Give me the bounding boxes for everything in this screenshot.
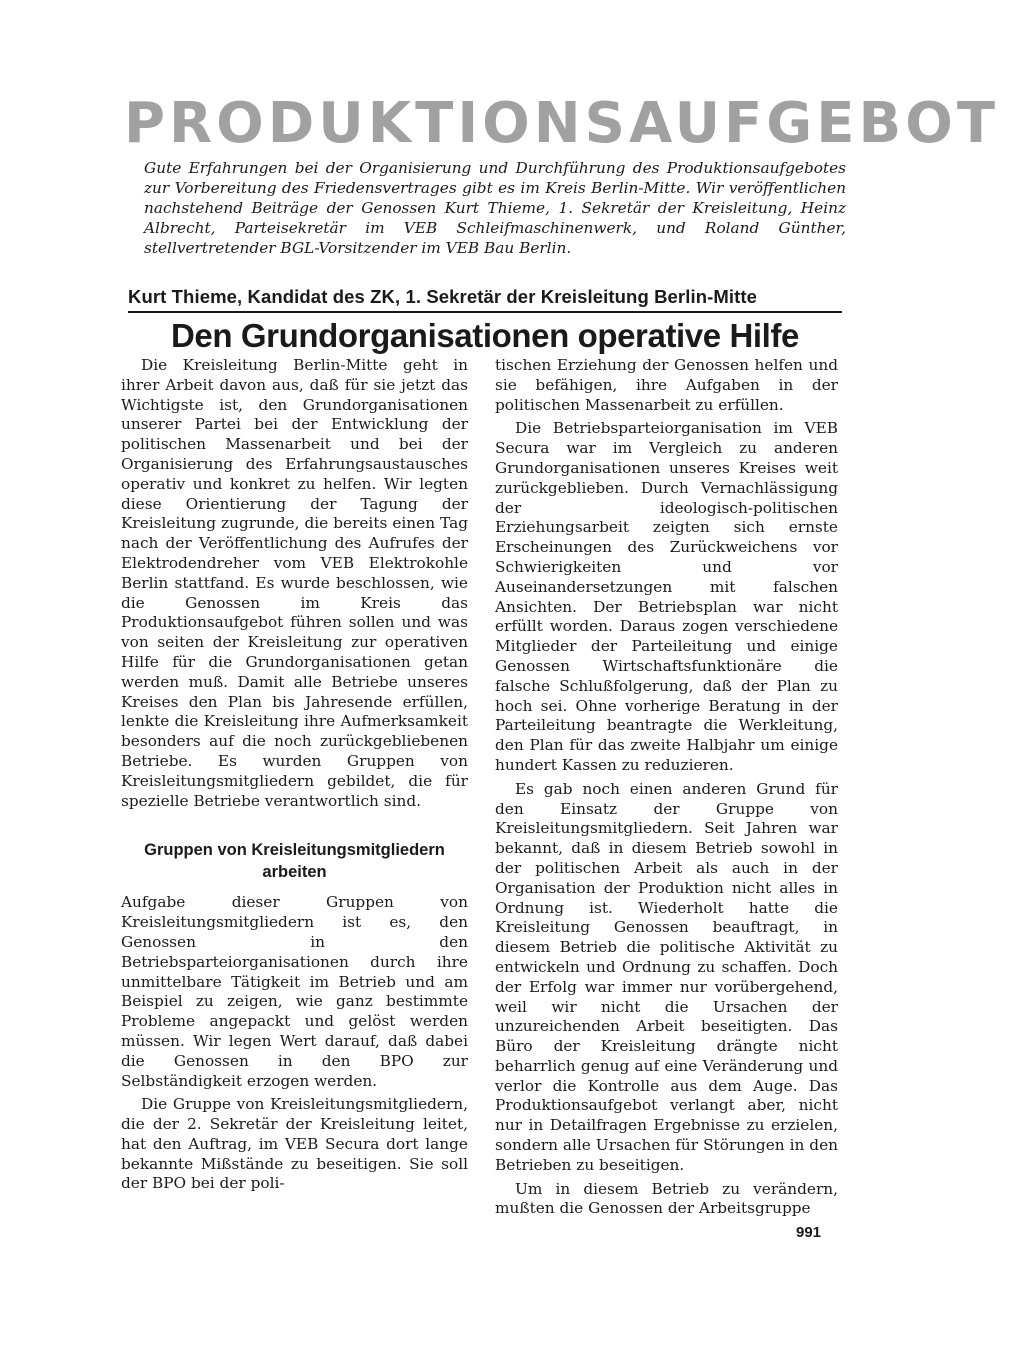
paragraph: Die Kreisleitung Berlin-Mitte geht in ihrer Arbeit davon aus, daß für sie jetzt das Wichtigste ist, den Grundorganisationen unserer Partei bei der Entwicklung der politischen Massenarbeit und bei der Organisierung des Erfahrungsaustausches operativ und konkret zu helfen. Wir legten diese Orientierung der Tagung der Kreisleitung zugrunde, die bereits einen Tag nach der Veröffentlichung des Aufrufes der Elektrodendreher vom VEB Elektrokohle Berlin stattfand. Es wurde beschlossen, wie die Genossen im Kreis das Produktionsaufgebot führen sollen und was von seiten der Kreisleitung zur operativen Hilfe für die Grundorganisationen getan werden muß. Damit alle Betriebe unseres Kreises den Plan bis Jahresende erfüllen, lenkte die Kreisleitung ihre Aufmerksamkeit besonders auf die noch zurückgebliebenen Betriebe. Es wurden Gruppen von Kreisleitungsmitgliedern gebildet, die für spezielle Betriebe verantwortlich sind. [121, 356, 468, 810]
page-number: 991 [796, 1224, 822, 1241]
left-column [121, 356, 468, 1198]
paragraph: Um in diesem Betrieb zu verändern, mußten die Genossen der Arbeitsgruppe [495, 1179, 838, 1218]
article-headline: Den Grundorganisationen operative Hilfe [171, 317, 799, 354]
paragraph: tischen Erziehung der Genossen helfen und sie befähigen, ihre Aufgaben in der politischen Massenarbeit zu erfüllen. [495, 356, 838, 414]
masthead-title: PRODUKTIONSAUFGEBOT [124, 91, 1000, 156]
paragraph: Es gab noch einen anderen Grund für den Einsatz der Gruppe von Kreisleitungsmitgliedern. Seit Jahren war bekannt, daß in diesem Betrieb sowohl in der politischen Arbeit als auch in der Organisation der Produktion nicht alles in Ordnung ist. Wiederholt hatte die Kreisleitung Genossen beauftragt, in diesem Betrieb die politische Aktivität zu entwickeln und Ordnung zu schaffen. Doch der Erfolg war immer nur vorübergehend, weil wir nicht die Ursachen der unzureichenden Arbeit beseitigten. Das Büro der Kreisleitung drängte nicht beharrlich genug auf eine Veränderung und verlor die Kontrolle aus dem Auge. Das Produktionsaufgebot verlangt aber, nicht nur in Detailfragen Ergebnisse zu erzielen, sondern alle Ursachen für Störungen in den Betrieben zu beseitigen. [495, 779, 838, 1174]
intro-paragraph: Gute Erfahrungen bei der Organisierung und Durchführung des Produktionsaufgebotes zur Vorbereitung des Friedensvertrages gibt es im Kreis Berlin-Mitte. Wir veröffentlichen nachstehend Beiträge der Genossen Kurt Thieme, 1. Sekretär der Kreisleitung, Heinz Albrecht, Parteisekretär im VEB Schleifmaschinenwerk, und Roland Günther, stellvertretender BGL-Vorsitzender im VEB Bau Berlin. [144, 159, 846, 257]
paragraph: Die Betriebsparteiorganisation im VEB Secura war im Vergleich zu anderen Grundorganisationen unseres Kreises weit zurückgeblieben. Durch Vernachlässigung der ideologisch-politischen Erziehungsarbeit zeigten sich ernste Erscheinungen des Zurückweichens vor Schwierigkeiten und vor Auseinandersetzungen mit falschen Ansichten. Der Betriebsplan war nicht erfüllt worden. Daraus zogen verschiedene Mitglieder der Parteileitung und einige Genossen Wirtschaftsfunktionäre die falsche Schlußfolgerung, daß der Plan zu hoch sei. Ohne vorherige Beratung in der Parteileitung beantragte die Werkleitung, den Plan für das zweite Halbjahr um einige hundert Kassen zu reduzieren. [495, 419, 838, 774]
right-column [495, 356, 838, 1223]
paragraph: Aufgabe dieser Gruppen von Kreisleitungsmitgliedern ist es, den Genossen in den Betriebsparteiorganisationen durch ihre unmittelbare Tätigkeit im Betrieb und am Beispiel zu zeigen, wie ganz bestimmte Probleme angepackt und gelöst werden müssen. Wir legen Wert darauf, daß dabei die Genossen in den BPO zur Selbständigkeit erzogen werden. [121, 893, 468, 1090]
author-byline: Kurt Thieme, Kandidat des ZK, 1. Sekretär der Kreisleitung Berlin-Mitte [128, 286, 758, 307]
section-subhead: Gruppen von Kreisleitungsmitgliedern arbeiten [144, 841, 445, 882]
byline-rule [128, 311, 842, 313]
paragraph: Die Gruppe von Kreisleitungsmitgliedern, die der 2. Sekretär der Kreisleitung leitet, hat den Auftrag, im VEB Secura dort lange bekannte Mißstände zu beseitigen. Sie soll der BPO bei der poli- [121, 1095, 468, 1193]
